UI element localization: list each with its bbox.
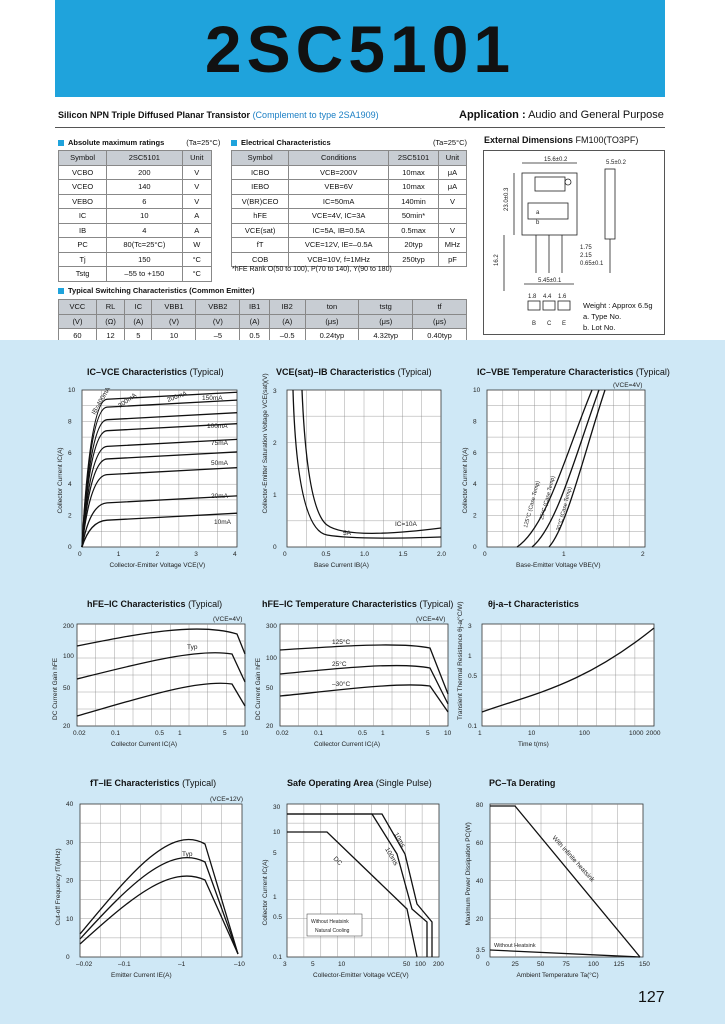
lot-no-text: b. Lot No. — [583, 323, 616, 332]
table-cell: –5 — [196, 329, 240, 344]
table-cell: A — [182, 223, 211, 238]
chart4-title: hFE–IC Characteristics (Typical) — [87, 599, 223, 609]
y-tick-label: 0.1 — [468, 723, 478, 730]
curve-label: 200mA — [166, 390, 189, 404]
svg-text:23.0±0.3: 23.0±0.3 — [504, 187, 510, 211]
table-cell: 2SC5101 — [389, 151, 439, 166]
table-cell: PC — [59, 238, 107, 253]
pin-c-label: C — [547, 321, 552, 327]
y-tick-label: 200 — [63, 623, 74, 630]
x-tick-label: 125 — [613, 961, 625, 968]
x-tick-label: 0.02 — [73, 730, 86, 737]
y-tick-label: 2 — [273, 440, 277, 447]
x-tick-label: 150 — [639, 961, 650, 968]
page-title: 2SC5101 — [204, 11, 516, 86]
table-cell: V — [182, 194, 211, 209]
curve-label: 10mA — [214, 519, 231, 526]
x-tick-label: 50 — [537, 961, 545, 968]
x-tick-label: 0 — [483, 551, 487, 558]
table-cell: 10max — [389, 180, 439, 195]
curve-label: 10ms — [392, 831, 407, 849]
table-cell: VCB=10V, f=1MHz — [289, 252, 389, 267]
soa-note: Natural Cooling — [315, 928, 350, 934]
x-tick-label: 75 — [562, 961, 570, 968]
y-tick-label: 0 — [68, 544, 72, 551]
x-tick-label: 1.0 — [360, 551, 370, 558]
chart1-title: IC–VCE Characteristics (Typical) — [87, 367, 224, 377]
curve-label: 5A — [343, 530, 351, 537]
y-axis-label: Cut-off Frequency fT(MHz) — [55, 848, 62, 926]
curve-label: 300mA — [117, 392, 139, 410]
x-tick-label: –10 — [234, 961, 245, 968]
x-tick-label: 0.1 — [314, 730, 324, 737]
switching-title-text: Typical Switching Characteristics (Common Emitter) — [68, 286, 255, 295]
table-cell: VEBO — [59, 194, 107, 209]
svg-text:1.6: 1.6 — [558, 294, 567, 300]
curve-label: 100mA — [207, 423, 228, 430]
condition-label: (VCE=4V) — [213, 616, 243, 623]
curve-label: IB=400mA — [90, 386, 113, 416]
x-tick-label: 200 — [433, 961, 444, 968]
y-tick-label: 8 — [473, 418, 477, 426]
y-tick-label: 10 — [68, 387, 76, 394]
y-tick-label: 8 — [68, 418, 72, 426]
y-tick-label: 60 — [476, 840, 484, 847]
y-tick-label: 0 — [66, 954, 70, 961]
table-cell: Symbol — [232, 151, 289, 166]
x-tick-label: 2.0 — [437, 551, 447, 558]
table-cell: °C — [182, 267, 211, 282]
table-cell: IB — [59, 223, 107, 238]
table-cell: Unit — [182, 151, 211, 166]
curve-label: 25°C — [332, 661, 347, 668]
table-cell: COB — [232, 252, 289, 267]
y-tick-label: 50 — [63, 685, 71, 692]
x-tick-label: 0 — [283, 551, 287, 558]
table-cell: 150 — [107, 252, 182, 267]
curve-label: Typ — [187, 644, 198, 651]
application-value: Audio and General Purpose — [528, 109, 664, 121]
table-cell: Symbol — [59, 151, 107, 166]
table-cell: VCE=4V, IC=3A — [289, 209, 389, 224]
x-tick-label: 5 — [311, 961, 315, 968]
table-cell: μA — [438, 165, 466, 180]
application-label: Application : — [459, 109, 526, 121]
table-cell: °C — [182, 252, 211, 267]
table-cell: RL — [96, 300, 124, 315]
x-tick-label: –0.1 — [118, 961, 131, 968]
pin-e-label: E — [562, 321, 567, 327]
x-tick-label: 4 — [233, 551, 237, 558]
chart3-title: IC–VBE Temperature Characteristics (Typical) — [477, 367, 670, 377]
svg-text:5.5±0.2: 5.5±0.2 — [606, 160, 626, 166]
y-tick-label: 4 — [68, 481, 72, 489]
x-tick-label: 0.02 — [276, 730, 289, 737]
table-cell: V — [182, 180, 211, 195]
table-cell: (V) — [59, 314, 97, 329]
table-cell: VCEO — [59, 180, 107, 195]
curve-label: 25°C (Case Temp) — [539, 475, 557, 521]
chart9-title: PC–Ta Derating — [489, 778, 556, 788]
table-cell: (Ω) — [96, 314, 124, 329]
y-tick-label: 0.1 — [273, 954, 283, 961]
y-axis-label: DC Current Gain hFE — [255, 657, 262, 720]
table-cell: 5 — [125, 329, 152, 344]
table-cell: VCE=12V, IE=–0.5A — [289, 238, 389, 253]
x-tick-label: 3 — [194, 551, 198, 558]
abs-max-title-text: Absolute maximum ratings — [68, 138, 165, 147]
table-cell: Tstg — [59, 267, 107, 282]
table-cell: IEBO — [232, 180, 289, 195]
x-tick-label: 1 — [116, 551, 121, 558]
y-tick-label: 5 — [273, 850, 277, 857]
table-cell: VBB2 — [196, 300, 240, 315]
curve-label: 150mA — [202, 395, 223, 402]
table-cell: 250typ — [389, 252, 439, 267]
x-tick-label: 25 — [511, 961, 519, 968]
table-cell: 4.32typ — [359, 329, 413, 344]
table-cell: 0.24typ — [305, 329, 359, 344]
table-cell: 140 — [107, 180, 182, 195]
type-no-text: a. Type No. — [583, 312, 622, 321]
x-tick-label: 2000 — [646, 730, 661, 737]
table-cell: 2SC5101 — [107, 151, 182, 166]
y-tick-label: 100 — [63, 653, 74, 660]
table-cell: –55 to +150 — [107, 267, 182, 282]
y-tick-label: 10 — [273, 829, 281, 836]
x-tick-label: 1 — [178, 730, 182, 737]
table-cell: 20typ — [389, 238, 439, 253]
y-tick-label: 30 — [66, 839, 74, 847]
table-cell: 0.40typ — [413, 329, 467, 344]
y-tick-label: 1 — [273, 492, 277, 499]
x-axis-label: Base-Emitter Voltage VBE(V) — [516, 562, 601, 569]
chart6-plot — [482, 624, 654, 726]
y-tick-label: 0.5 — [273, 914, 283, 921]
y-tick-label: 10 — [473, 387, 481, 394]
curve-label: 50mA — [211, 460, 228, 467]
y-tick-label: 40 — [66, 801, 74, 808]
y-tick-label: 2 — [68, 512, 72, 520]
table-cell: pF — [438, 252, 466, 267]
table-cell: IC=50mA — [289, 194, 389, 209]
x-tick-label: 0.5 — [358, 730, 368, 737]
y-tick-label: 50 — [266, 685, 274, 692]
table-cell: V(BR)CEO — [232, 194, 289, 209]
table-cell: VEB=6V — [289, 180, 389, 195]
table-cell: (A) — [240, 314, 270, 329]
table-cell: –0.5 — [269, 329, 305, 344]
x-axis-label: Emitter Current IE(A) — [111, 972, 172, 979]
chart5-title: hFE–IC Temperature Characteristics (Typical) — [262, 599, 454, 609]
condition-label: (VCE=4V) — [613, 382, 643, 389]
y-tick-label: 30 — [273, 804, 281, 811]
y-tick-label: 0 — [273, 544, 277, 551]
table-cell: V — [438, 223, 466, 238]
table-cell: (V) — [152, 314, 196, 329]
y-tick-label: 0 — [473, 544, 477, 551]
y-axis-label: DC Current Gain hFE — [52, 657, 59, 720]
table-cell: V — [438, 194, 466, 209]
table-cell: (μs) — [413, 314, 467, 329]
x-tick-label: 1000 — [629, 730, 644, 737]
table-cell: VCB=200V — [289, 165, 389, 180]
x-tick-label: 2 — [641, 551, 645, 558]
elec-cond: (Ta=25°C) — [432, 138, 467, 147]
y-tick-label: 20 — [476, 916, 484, 923]
table-cell: 6 — [107, 194, 182, 209]
y-tick-label: 1 — [468, 653, 472, 660]
table-cell: IC — [125, 300, 152, 315]
y-tick-label: 3 — [468, 623, 472, 630]
curve-label: Typ — [182, 851, 193, 858]
curve-label: IC=10A — [395, 521, 417, 528]
pin-b-label: B — [532, 321, 537, 327]
y-axis-label: Collector Current IC(A) — [262, 859, 269, 926]
table-cell: ICBO — [232, 165, 289, 180]
curve-label: 100ms — [383, 846, 400, 867]
table-cell: 0.5max — [389, 223, 439, 238]
y-tick-label: 4 — [473, 481, 477, 489]
complement-text: (Complement to type 2SA1909) — [252, 110, 379, 120]
table-cell: 10 — [152, 329, 196, 344]
svg-text:15.6±0.2: 15.6±0.2 — [544, 157, 568, 163]
x-tick-label: 50 — [403, 961, 411, 968]
table-cell: tf — [413, 300, 467, 315]
chart4-plot — [77, 624, 245, 726]
table-cell: ton — [305, 300, 359, 315]
y-axis-label: Collector Current IC(A) — [57, 447, 64, 514]
table-cell: 0.5 — [240, 329, 270, 344]
x-tick-label: 10 — [338, 961, 346, 968]
svg-text:4.4: 4.4 — [543, 294, 552, 300]
x-tick-label: 1 — [381, 730, 385, 737]
external-package: FM100(TO3PF) — [575, 135, 639, 145]
table-cell: Tj — [59, 252, 107, 267]
x-axis-label: Collector Current IC(A) — [314, 741, 381, 748]
chart7-plot — [80, 804, 242, 957]
table-cell: VCE(sat) — [232, 223, 289, 238]
chart7-title: fT–IE Characteristics (Typical) — [90, 778, 217, 788]
x-tick-label: 100 — [588, 961, 599, 968]
abs-max-cond: (Ta=25°C) — [186, 138, 221, 147]
table-cell: 12 — [96, 329, 124, 344]
table-cell: 80(Tc=25°C) — [107, 238, 182, 253]
y-tick-label: 3 — [273, 388, 277, 395]
curve-label: 125°C (Case Temp) — [523, 480, 542, 529]
x-axis-label: Collector-Emitter Voltage VCE(V) — [313, 972, 409, 979]
x-tick-label: 5 — [426, 730, 430, 737]
table-cell: tstg — [359, 300, 413, 315]
chart9-plot — [490, 804, 643, 957]
curve-label: –30°C — [332, 681, 351, 688]
svg-text:1.75: 1.75 — [580, 245, 592, 251]
table-cell: μA — [438, 180, 466, 195]
hfe-rank-note: *hFE Rank O(50 to 100), P(70 to 140), Y(90 to 180) — [232, 266, 392, 273]
svg-text:1.8: 1.8 — [528, 294, 537, 300]
table-cell: W — [182, 238, 211, 253]
condition-label: (VCE=4V) — [416, 616, 446, 623]
table-cell: 140min — [389, 194, 439, 209]
table-cell: 200 — [107, 165, 182, 180]
curve-label: 75mA — [211, 440, 228, 447]
table-cell: (μs) — [359, 314, 413, 329]
x-tick-label: –1 — [178, 961, 186, 968]
svg-text:b: b — [536, 220, 540, 226]
svg-text:16.2: 16.2 — [494, 254, 500, 266]
y-tick-label: 3.5 — [476, 947, 486, 954]
svg-text:5.45±0.1: 5.45±0.1 — [538, 278, 562, 284]
table-cell: IC — [59, 209, 107, 224]
y-tick-label: 10 — [66, 915, 74, 923]
table-cell: 50min* — [389, 209, 439, 224]
table-cell: (V) — [196, 314, 240, 329]
y-tick-label: 20 — [63, 723, 71, 730]
y-tick-label: 6 — [473, 449, 477, 457]
x-tick-label: 1.5 — [398, 551, 408, 558]
table-cell: V — [182, 165, 211, 180]
x-tick-label: 0 — [78, 551, 82, 558]
table-cell: 10 — [107, 209, 182, 224]
table-cell: A — [182, 209, 211, 224]
x-axis-label: Ambient Temperature Ta(°C) — [516, 972, 599, 979]
elec-title-text: Electrical Characteristics — [241, 138, 331, 147]
x-axis-label: Collector-Emitter Voltage VCE(V) — [109, 562, 206, 569]
chart8-title: Safe Operating Area (Single Pulse) — [287, 778, 432, 788]
x-axis-label: Base Current IB(A) — [314, 562, 369, 569]
soa-note: Without Heatsink — [311, 919, 349, 925]
y-tick-label: 40 — [476, 878, 484, 885]
x-tick-label: 5 — [223, 730, 227, 737]
table-cell: fT — [232, 238, 289, 253]
y-tick-label: 20 — [66, 877, 74, 885]
table-cell: MHz — [438, 238, 466, 253]
curve-label: With infinite heatsink — [550, 834, 596, 884]
table-cell: 10max — [389, 165, 439, 180]
svg-text:0.65±0.1: 0.65±0.1 — [580, 261, 604, 267]
y-tick-label: 0 — [476, 954, 480, 961]
table-cell: IC=5A, IB=0.5A — [289, 223, 389, 238]
svg-text:a: a — [536, 210, 540, 216]
chart5-plot — [280, 624, 448, 726]
y-axis-label: Transient Thermal Resistance θj-a(°C/W) — [457, 601, 464, 720]
x-tick-label: 1 — [478, 730, 482, 737]
y-axis-label: Collector-Emitter Saturation Voltage VCE(sat)(V) — [262, 373, 269, 514]
x-tick-label: 3 — [283, 961, 287, 968]
x-tick-label: 0.5 — [155, 730, 165, 737]
external-title-text: External Dimensions — [484, 135, 574, 145]
y-tick-label: 80 — [476, 802, 484, 809]
y-axis-label: Collector Current IC(A) — [462, 447, 469, 514]
y-axis-label: Maximum Power Dissipation PC(W) — [465, 822, 472, 926]
y-tick-label: 20 — [266, 723, 274, 730]
x-tick-label: 10 — [528, 730, 536, 737]
table-cell: 60 — [59, 329, 97, 344]
subtitle-text: Silicon NPN Triple Diffused Planar Transistor — [58, 110, 251, 120]
table-cell: IB1 — [240, 300, 270, 315]
curve-label: 20mA — [211, 493, 228, 500]
curve-label: 125°C — [332, 639, 351, 646]
page-number: 127 — [638, 989, 665, 1006]
x-tick-label: –0.02 — [76, 961, 93, 968]
curve-label: –30°C (Case Temp) — [555, 486, 574, 535]
condition-label: (VCE=12V) — [210, 796, 244, 803]
curve-label: DC — [331, 855, 344, 868]
y-tick-label: 1 — [273, 894, 277, 901]
y-tick-label: 300 — [266, 623, 277, 630]
y-tick-label: 2 — [473, 512, 477, 520]
y-tick-label: 100 — [266, 655, 277, 662]
table-cell: VCBO — [59, 165, 107, 180]
table-cell: VCC — [59, 300, 97, 315]
table-cell: Conditions — [289, 151, 389, 166]
x-tick-label: 0.5 — [321, 551, 331, 558]
chart6-title: θj-a–t Characteristics — [488, 599, 579, 609]
x-tick-label: 1 — [562, 551, 566, 558]
y-tick-label: 0.5 — [468, 673, 478, 680]
x-tick-label: 10 — [444, 730, 452, 737]
chart2-title: VCE(sat)–IB Characteristics (Typical) — [276, 367, 432, 377]
table-cell: IB2 — [269, 300, 305, 315]
x-tick-label: 100 — [579, 730, 590, 737]
chart3-plot — [487, 390, 645, 547]
x-tick-label: 2 — [155, 551, 160, 558]
table-cell: VBB1 — [152, 300, 196, 315]
svg-text:2.15: 2.15 — [580, 253, 592, 259]
weight-text: Weight : Approx 6.5g — [583, 301, 653, 310]
x-tick-label: 0 — [486, 961, 490, 968]
table-cell: 4 — [107, 223, 182, 238]
table-cell: Unit — [438, 151, 466, 166]
x-tick-label: 100 — [415, 961, 426, 968]
y-tick-label: 6 — [68, 449, 72, 457]
x-axis-label: Time t(ms) — [518, 741, 549, 748]
table-cell: (μs) — [305, 314, 359, 329]
table-cell: (A) — [125, 314, 152, 329]
x-tick-label: 0.1 — [111, 730, 121, 737]
table-cell: hFE — [232, 209, 289, 224]
x-axis-label: Collector Current IC(A) — [111, 741, 178, 748]
x-tick-label: 10 — [241, 730, 249, 737]
table-cell: (A) — [269, 314, 305, 329]
curve-label: Without Heatsink — [494, 943, 536, 949]
chart2-plot — [287, 390, 441, 547]
